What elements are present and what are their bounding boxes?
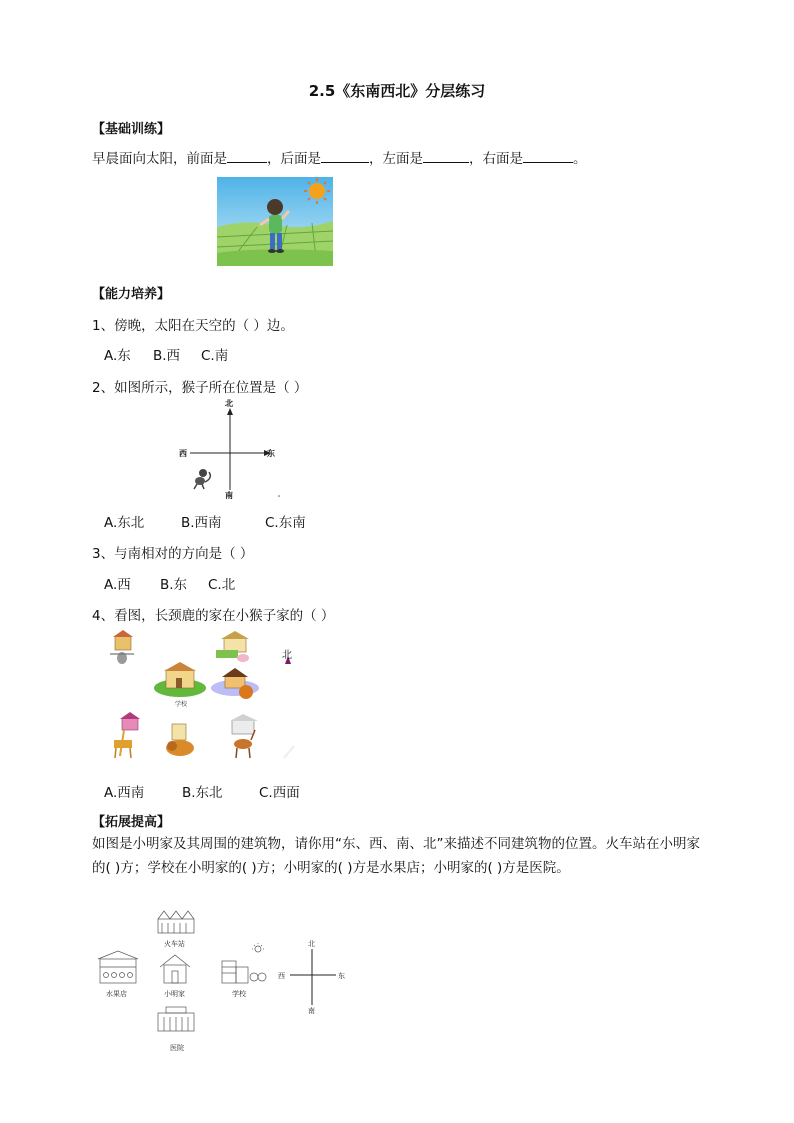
- compass2-east-label: 东: [338, 972, 345, 980]
- school-icon: [222, 943, 266, 983]
- question-1: 1、傍晚，太阳在天空的（ ）边。: [92, 318, 294, 334]
- question-text-part: ，左面是: [369, 151, 423, 167]
- option-1c[interactable]: C.南: [201, 348, 229, 364]
- animal-homes-map: [100, 628, 310, 768]
- section-heading-ability: 【能力培养】: [92, 287, 171, 302]
- option-3c[interactable]: C.北: [208, 577, 236, 593]
- compass-axes-2: [290, 949, 336, 1005]
- compass-south-label: 南: [225, 490, 233, 500]
- question-3: 3、与南相对的方向是（ ）: [92, 546, 254, 562]
- boy-facing-sun-illustration: [217, 177, 333, 266]
- fruit-shop-icon: [98, 951, 138, 983]
- fruit-shop-label: 水果店: [106, 990, 127, 998]
- section-heading-basic: 【基础训练】: [92, 122, 171, 137]
- compass2-south-label: 南: [308, 1007, 315, 1015]
- question-text-part: ，右面是: [469, 151, 523, 167]
- hospital-icon: [158, 1007, 194, 1031]
- option-2c[interactable]: C.东南: [265, 515, 306, 531]
- option-1a[interactable]: A.东: [104, 348, 131, 364]
- option-3a[interactable]: A.西: [104, 577, 131, 593]
- monkey-house-icon: [211, 668, 259, 699]
- xiaoming-home-icon: [160, 955, 190, 983]
- option-2a[interactable]: A.东北: [104, 515, 145, 531]
- map-north-label: 北: [282, 650, 292, 661]
- section-heading-extension: 【拓展提高】: [92, 815, 171, 830]
- option-4b[interactable]: B.东北: [182, 785, 223, 801]
- rabbit-house-icon: [110, 630, 134, 664]
- question-text-part: 。: [573, 151, 587, 167]
- question-text-part: ，后面是: [267, 151, 321, 167]
- school-label: 学校: [175, 701, 188, 708]
- option-1b[interactable]: B.西: [153, 348, 181, 364]
- compass-east-label: 东: [267, 448, 275, 458]
- compass2-west-label: 西: [278, 972, 285, 980]
- extension-question-paragraph: 如图是小明家及其周围的建筑物，请你用“东、西、南、北”来描述不同建筑物的位置。火车站在小明家的( )方；学校在小明家的( )方；小明家的( )方是水果店；小明家的( )方是医院。: [92, 836, 700, 876]
- compass-north-label: 北: [225, 398, 233, 408]
- giraffe-house-icon: [114, 712, 140, 758]
- pig-house-icon: [216, 631, 249, 662]
- answer-blank-right[interactable]: [523, 149, 573, 163]
- option-3b[interactable]: B.东: [160, 577, 188, 593]
- question-2: 2、如图所示，猴子所在位置是（ ）: [92, 380, 308, 396]
- school-building-icon: [154, 662, 206, 697]
- hospital-label: 医院: [170, 1044, 184, 1052]
- answer-blank-left[interactable]: [423, 149, 469, 163]
- monkey-icon: [194, 469, 210, 489]
- answer-blank-front[interactable]: [227, 149, 267, 163]
- home-label: 小明家: [164, 990, 185, 998]
- answer-blank-back[interactable]: [321, 149, 369, 163]
- station-label: 火车站: [164, 940, 185, 948]
- train-station-icon: [158, 911, 194, 933]
- xiaoming-neighborhood-map: [92, 905, 362, 1055]
- question-4: 4、看图，长颈鹿的家在小猴子家的（ ）: [92, 608, 335, 624]
- school-label-2: 学校: [232, 990, 246, 998]
- deer-house-icon: [230, 714, 258, 758]
- compass-diagram-q2: [175, 398, 285, 502]
- option-4c[interactable]: C.西面: [259, 785, 300, 801]
- option-2b[interactable]: B.西南: [181, 515, 222, 531]
- compass-west-label: 西: [179, 448, 187, 458]
- compass2-north-label: 北: [308, 940, 315, 948]
- lion-house-icon: [166, 724, 194, 756]
- option-4a[interactable]: A.西南: [104, 785, 145, 801]
- question-text-part: 早晨面向太阳，前面是: [92, 151, 227, 167]
- question-morning-sun: [92, 147, 587, 167]
- page-title: 2.5《东南西北》分层练习: [308, 82, 486, 100]
